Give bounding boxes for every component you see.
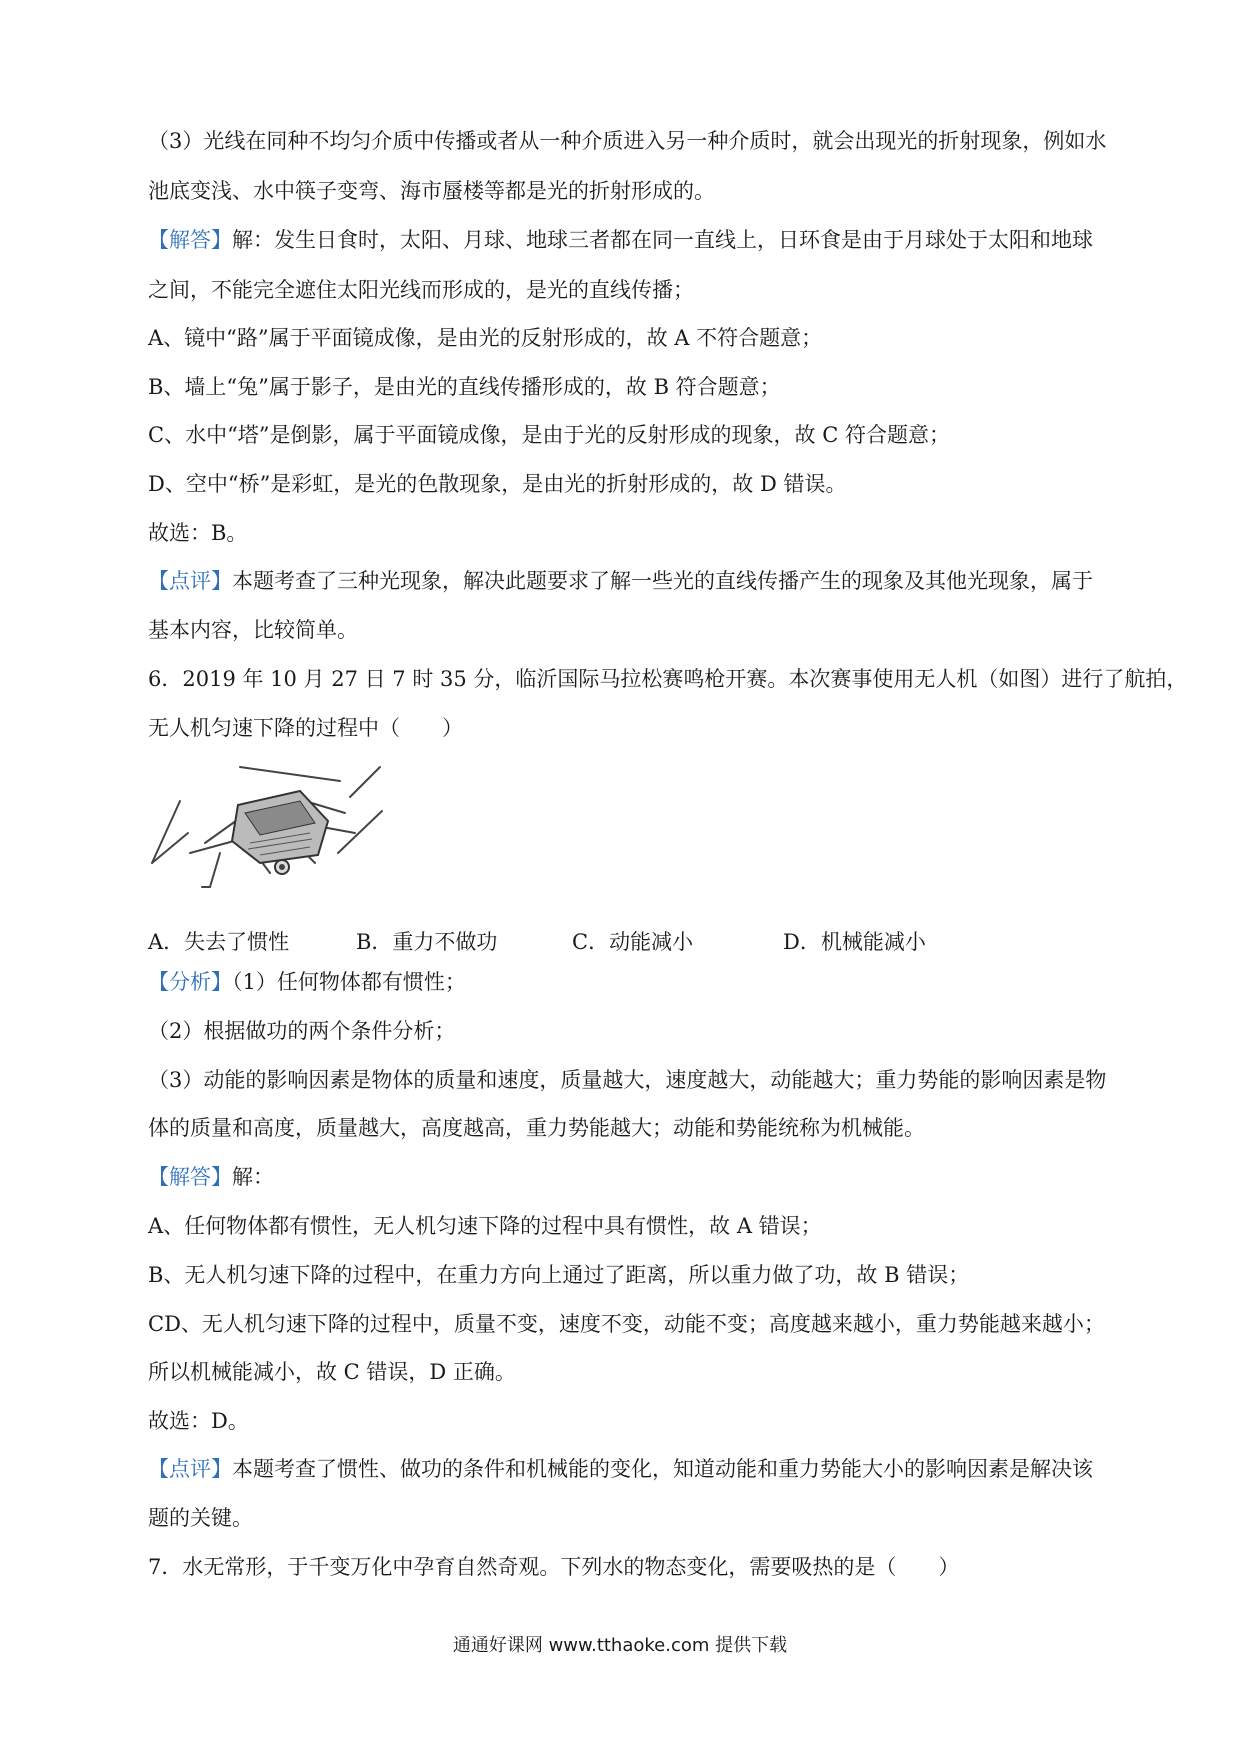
q6-stem-line1: 6．2019 年 10 月 27 日 7 时 35 分，临沂国际马拉松赛鸣枪开赛。本次赛事使用无人机（如图）进行了航拍，: [148, 667, 1188, 691]
q5-answer-line2: 之间，不能完全遮住太阳光线而形成的，是光的直线传播；: [148, 278, 694, 302]
answer-text: 解：发生日食时，太阳、月球、地球三者都在同一直线上，日环食是由于月球处于太阳和地球: [232, 228, 1093, 252]
q6-option-a: A．失去了惯性: [148, 930, 290, 954]
q5-option-a-explain: A、镜中“路”属于平面镜成像，是由光的反射形成的，故 A 不符合题意；: [148, 326, 823, 350]
q5-comment-line1: [148, 567, 1093, 595]
q6-analysis-line1: [148, 968, 466, 996]
q7-stem: 7．水无常形，于千变万化中孕育自然奇观。下列水的物态变化，需要吸热的是（ ）: [148, 1555, 960, 1579]
q5-analysis-3-line1: （3）光线在同种不均匀介质中传播或者从一种介质进入另一种介质时，就会出现光的折射现象，例如水: [148, 129, 1107, 153]
q5-option-d-explain: D、空中“桥”是彩虹，是光的色散现象，是由光的折射形成的，故 D 错误。: [148, 472, 847, 496]
q6-stem-line2: 无人机匀速下降的过程中（ ）: [148, 716, 463, 740]
q6-option-cd-line2: 所以机械能减小，故 C 错误，D 正确。: [148, 1360, 516, 1384]
q5-analysis-3-line2: 池底变浅、水中筷子变弯、海市蜃楼等都是光的折射形成的。: [148, 179, 715, 203]
q6-option-b: B．重力不做功: [356, 930, 498, 954]
analysis-text: （1）任何物体都有惯性；: [232, 970, 466, 994]
q5-answer-line1: [148, 226, 1093, 254]
q6-analysis-3-line1: （3）动能的影响因素是物体的质量和速度，质量越大，速度越大，动能越大；重力势能的影响因素是物: [148, 1068, 1107, 1092]
answer-text: 解：: [232, 1165, 274, 1189]
q6-comment-line2: 题的关键。: [148, 1506, 253, 1530]
q5-comment-line2: 基本内容，比较简单。: [148, 618, 358, 642]
q6-option-a-explain: A、任何物体都有惯性，无人机匀速下降的过程中具有惯性，故 A 错误；: [148, 1214, 822, 1238]
q5-choice: 故选：B。: [148, 521, 248, 545]
q5-option-c-explain: C、水中“塔”是倒影，属于平面镜成像，是由于光的反射形成的现象，故 C 符合题意；: [148, 423, 950, 447]
comment-text: 本题考查了惯性、做功的条件和机械能的变化，知道动能和重力势能大小的影响因素是解决该: [232, 1457, 1093, 1481]
drone-figure: [150, 763, 390, 889]
q6-answer-head: [148, 1163, 274, 1191]
comment-tag: 【点评】: [148, 569, 232, 593]
q6-option-b-explain: B、无人机匀速下降的过程中，在重力方向上通过了距离，所以重力做了功，故 B 错误；: [148, 1263, 970, 1287]
comment-tag: 【点评】: [148, 1457, 232, 1481]
answer-tag: 【解答】: [148, 228, 232, 252]
q6-comment-line1: [148, 1455, 1093, 1483]
q6-option-d: D．机械能减小: [783, 930, 926, 954]
q6-analysis-3-line2: 体的质量和高度，质量越大，高度越高，重力势能越大；动能和势能统称为机械能。: [148, 1116, 925, 1140]
q6-choice: 故选：D。: [148, 1409, 249, 1433]
answer-tag: 【解答】: [148, 1165, 232, 1189]
page-footer: 通通好课网 www.tthaoke.com 提供下载: [452, 1635, 788, 1656]
q6-analysis-2: （2）根据做功的两个条件分析；: [148, 1019, 456, 1043]
comment-text: 本题考查了三种光现象，解决此题要求了解一些光的直线传播产生的现象及其他光现象，属于: [232, 569, 1093, 593]
q6-option-c: C．动能减小: [572, 930, 694, 954]
analysis-tag: 【分析】: [148, 970, 232, 994]
q5-option-b-explain: B、墙上“兔”属于影子，是由光的直线传播形成的，故 B 符合题意；: [148, 375, 781, 399]
q6-option-cd-line1: CD、无人机匀速下降的过程中，质量不变，速度不变，动能不变；高度越来越小，重力势能越来越小；: [148, 1312, 1105, 1336]
